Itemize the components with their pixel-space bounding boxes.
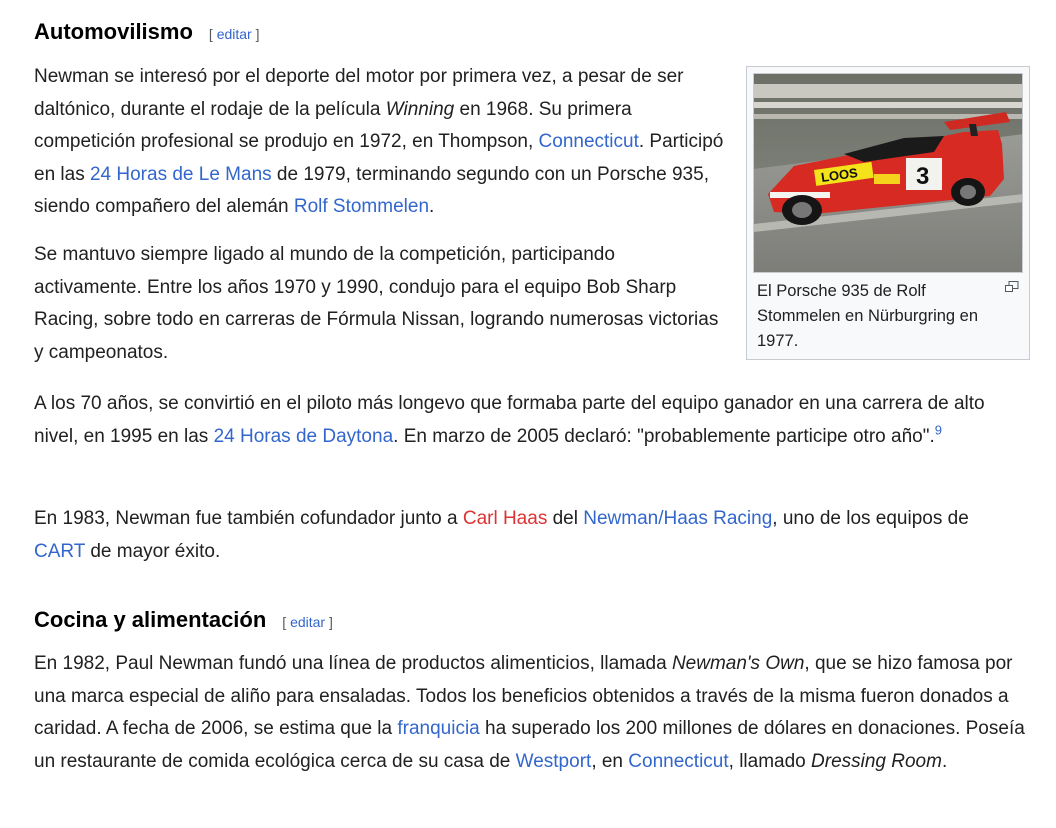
edit-section: [ editar ] (208, 26, 260, 42)
link-connecticut[interactable]: Connecticut (538, 131, 639, 152)
paragraph-newmans-own: En 1982, Paul Newman fundó una línea de productos alimenticios, llamada Newman's Own, que se hizo famosa por una marca especial de aliño para ensaladas. Todos los beneficios obtenidos a través de la misma fueron donados a caridad. A fecha de 2006, se estima que la franquicia ha superado los 200 millones de dólares en donaciones. Poseía un restaurante de comida ecológica cerca de su casa de Westport, en Connecticut, llamado Dressing Room. (34, 653, 1025, 772)
section-heading-cocina (34, 606, 333, 634)
paragraph-newman-haas: En 1983, Newman fue también cofundador junto a Carl Haas del Newman/Haas Racing, uno de los equipos de CART de mayor éxito. (34, 508, 969, 562)
magnify-icon[interactable] (1005, 281, 1019, 293)
link-le-mans[interactable]: 24 Horas de Le Mans (89, 163, 272, 185)
link-westport[interactable]: Westport (515, 750, 592, 772)
reference-9[interactable]: 9 (934, 422, 942, 438)
edit-link[interactable]: editar (216, 26, 252, 42)
brand-name: Newman's Own (671, 653, 805, 674)
link-newman-haas-racing[interactable]: Newman/Haas Racing (583, 508, 773, 529)
edit-section: [ editar ] (282, 614, 333, 630)
paragraph-racing-career: Se mantuvo siempre ligado al mundo de la competición, participando activamente. Entre los años 1970 y 1990, condujo para el equipo Bob Sharp Racing, sobre todo en carreras de Fórmula Nissan, logrando numerosas victorias y campeonatos. (34, 244, 719, 363)
edit-link[interactable]: editar (290, 614, 326, 630)
figure-caption: El Porsche 935 de Rolf Stommelen en Nürburgring en 1977. (757, 282, 979, 350)
restaurant-name: Dressing Room (811, 750, 942, 772)
link-rolf-stommelen[interactable]: Rolf Stommelen (293, 196, 430, 217)
section-heading-automovilismo (34, 18, 260, 46)
link-daytona[interactable]: 24 Horas de Daytona (213, 425, 394, 447)
figure-thumbnail (746, 66, 1030, 360)
film-title: Winning (385, 98, 455, 120)
race-car-image[interactable] (753, 73, 1023, 273)
paragraph-motorsport-intro: Newman se interesó por el deporte del motor por primera vez, a pesar de ser daltónico, durante el rodaje de la película Winning en 1968. Su primera competición profesional se produjo en 1972, en Thompson, Connecticut. Participó en las 24 Horas de Le Mans de 1979, terminando segundo con un Porsche 935, siendo compañero del alemán Rolf Stommelen. (34, 66, 724, 217)
link-connecticut[interactable]: Connecticut (628, 750, 729, 772)
car-sponsor: LOOS (820, 165, 859, 186)
link-cart[interactable]: CART (34, 540, 86, 562)
paragraph-daytona: A los 70 años, se convirtió en el piloto más longevo que formaba parte del equipo ganador en una carrera de alto nivel, en 1995 en las 24 Horas de Daytona. En marzo de 2005 declaró: "probablemente participe otro año".$^9$ (34, 393, 985, 447)
car-number: 3 (916, 163, 930, 190)
section-title: Automovilismo (34, 19, 193, 44)
link-carl-haas[interactable]: Carl Haas (462, 508, 548, 529)
link-franquicia[interactable]: franquicia (397, 718, 480, 739)
section-title: Cocina y alimentación (34, 607, 267, 632)
